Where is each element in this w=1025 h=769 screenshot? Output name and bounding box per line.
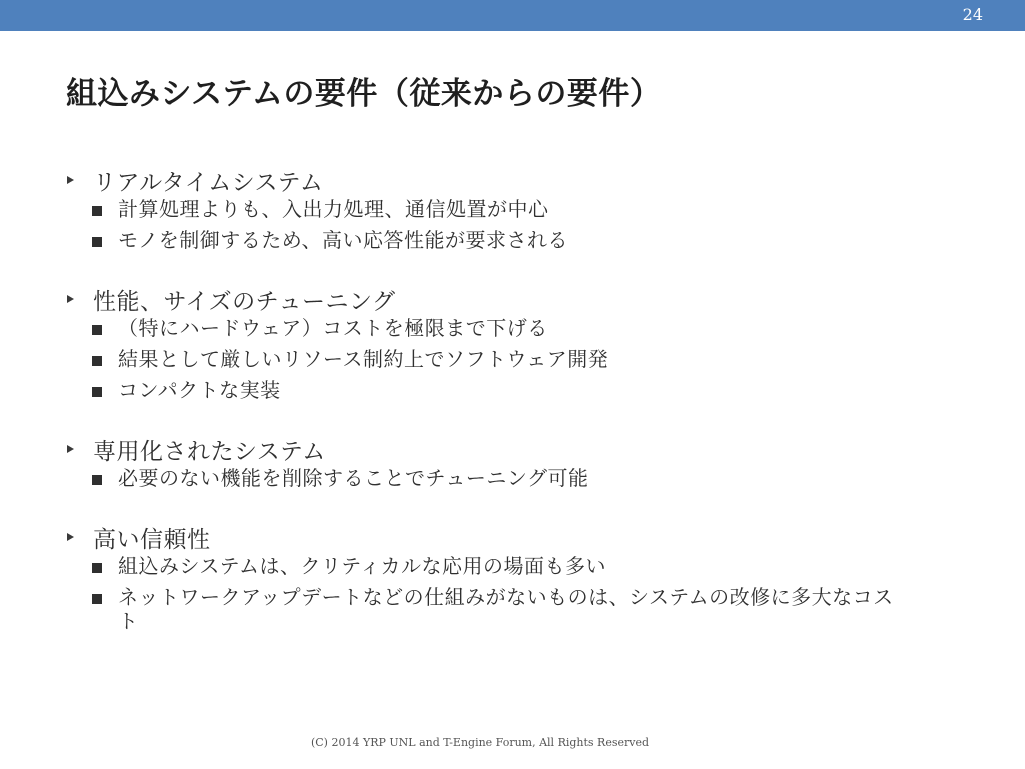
triangle-bullet-icon (67, 533, 74, 541)
section-heading (66, 164, 966, 196)
list-item-text: 組込みシステムは、クリティカルな応用の場面も多い (118, 554, 606, 578)
square-bullet-icon (92, 356, 102, 366)
list-item-text: コンパクトな実装 (118, 378, 281, 402)
bullet-list (66, 554, 966, 633)
section-realtime (66, 164, 966, 259)
square-bullet-icon (92, 387, 102, 397)
section-heading (66, 433, 966, 465)
list-item (92, 228, 966, 259)
list-item (92, 554, 966, 585)
slide-title: 組込みシステムの要件（従来からの要件） (66, 76, 662, 112)
list-item-text: （特にハードウェア）コストを極限まで下げる (118, 316, 548, 340)
square-bullet-icon (92, 594, 102, 604)
list-item-text: 必要のない機能を削除することでチューニング可能 (118, 466, 589, 490)
list-item-text: ネットワークアップデートなどの仕組みがないものは、システムの改修に多大なコスト (118, 585, 894, 633)
page-number: 24 (962, 5, 983, 24)
list-item (92, 378, 966, 409)
section-tuning (66, 283, 966, 409)
list-item-text: モノを制御するため、高い応答性能が要求される (118, 228, 568, 252)
list-item (92, 585, 966, 633)
section-heading-text: 高い信頼性 (93, 526, 211, 553)
section-heading-text: リアルタイムシステム (93, 169, 324, 196)
slide-content (66, 164, 966, 633)
section-heading (66, 283, 966, 315)
triangle-bullet-icon (67, 176, 74, 184)
triangle-bullet-icon (67, 445, 74, 453)
header-bar (0, 0, 1025, 31)
section-heading-text: 性能、サイズのチューニング (93, 288, 396, 315)
bullet-list (66, 197, 966, 259)
list-item (92, 316, 966, 347)
copyright-footer: (C) 2014 YRP UNL and T-Engine Forum, All Rights Reserved (310, 736, 650, 749)
section-reliability (66, 521, 966, 633)
square-bullet-icon (92, 475, 102, 485)
section-heading-text: 専用化されたシステム (93, 438, 326, 465)
square-bullet-icon (92, 237, 102, 247)
list-item-text: 結果として厳しいリソース制約上でソフトウェア開発 (118, 347, 609, 371)
list-item-text: 計算処理よりも、入出力処理、通信処置が中心 (118, 197, 549, 221)
square-bullet-icon (92, 325, 102, 335)
list-item (92, 197, 966, 228)
square-bullet-icon (92, 563, 102, 573)
list-item (92, 466, 966, 497)
bullet-list (66, 466, 966, 497)
triangle-bullet-icon (67, 295, 74, 303)
square-bullet-icon (92, 206, 102, 216)
section-dedicated (66, 433, 966, 497)
bullet-list (66, 316, 966, 409)
section-heading (66, 521, 966, 553)
list-item (92, 347, 966, 378)
